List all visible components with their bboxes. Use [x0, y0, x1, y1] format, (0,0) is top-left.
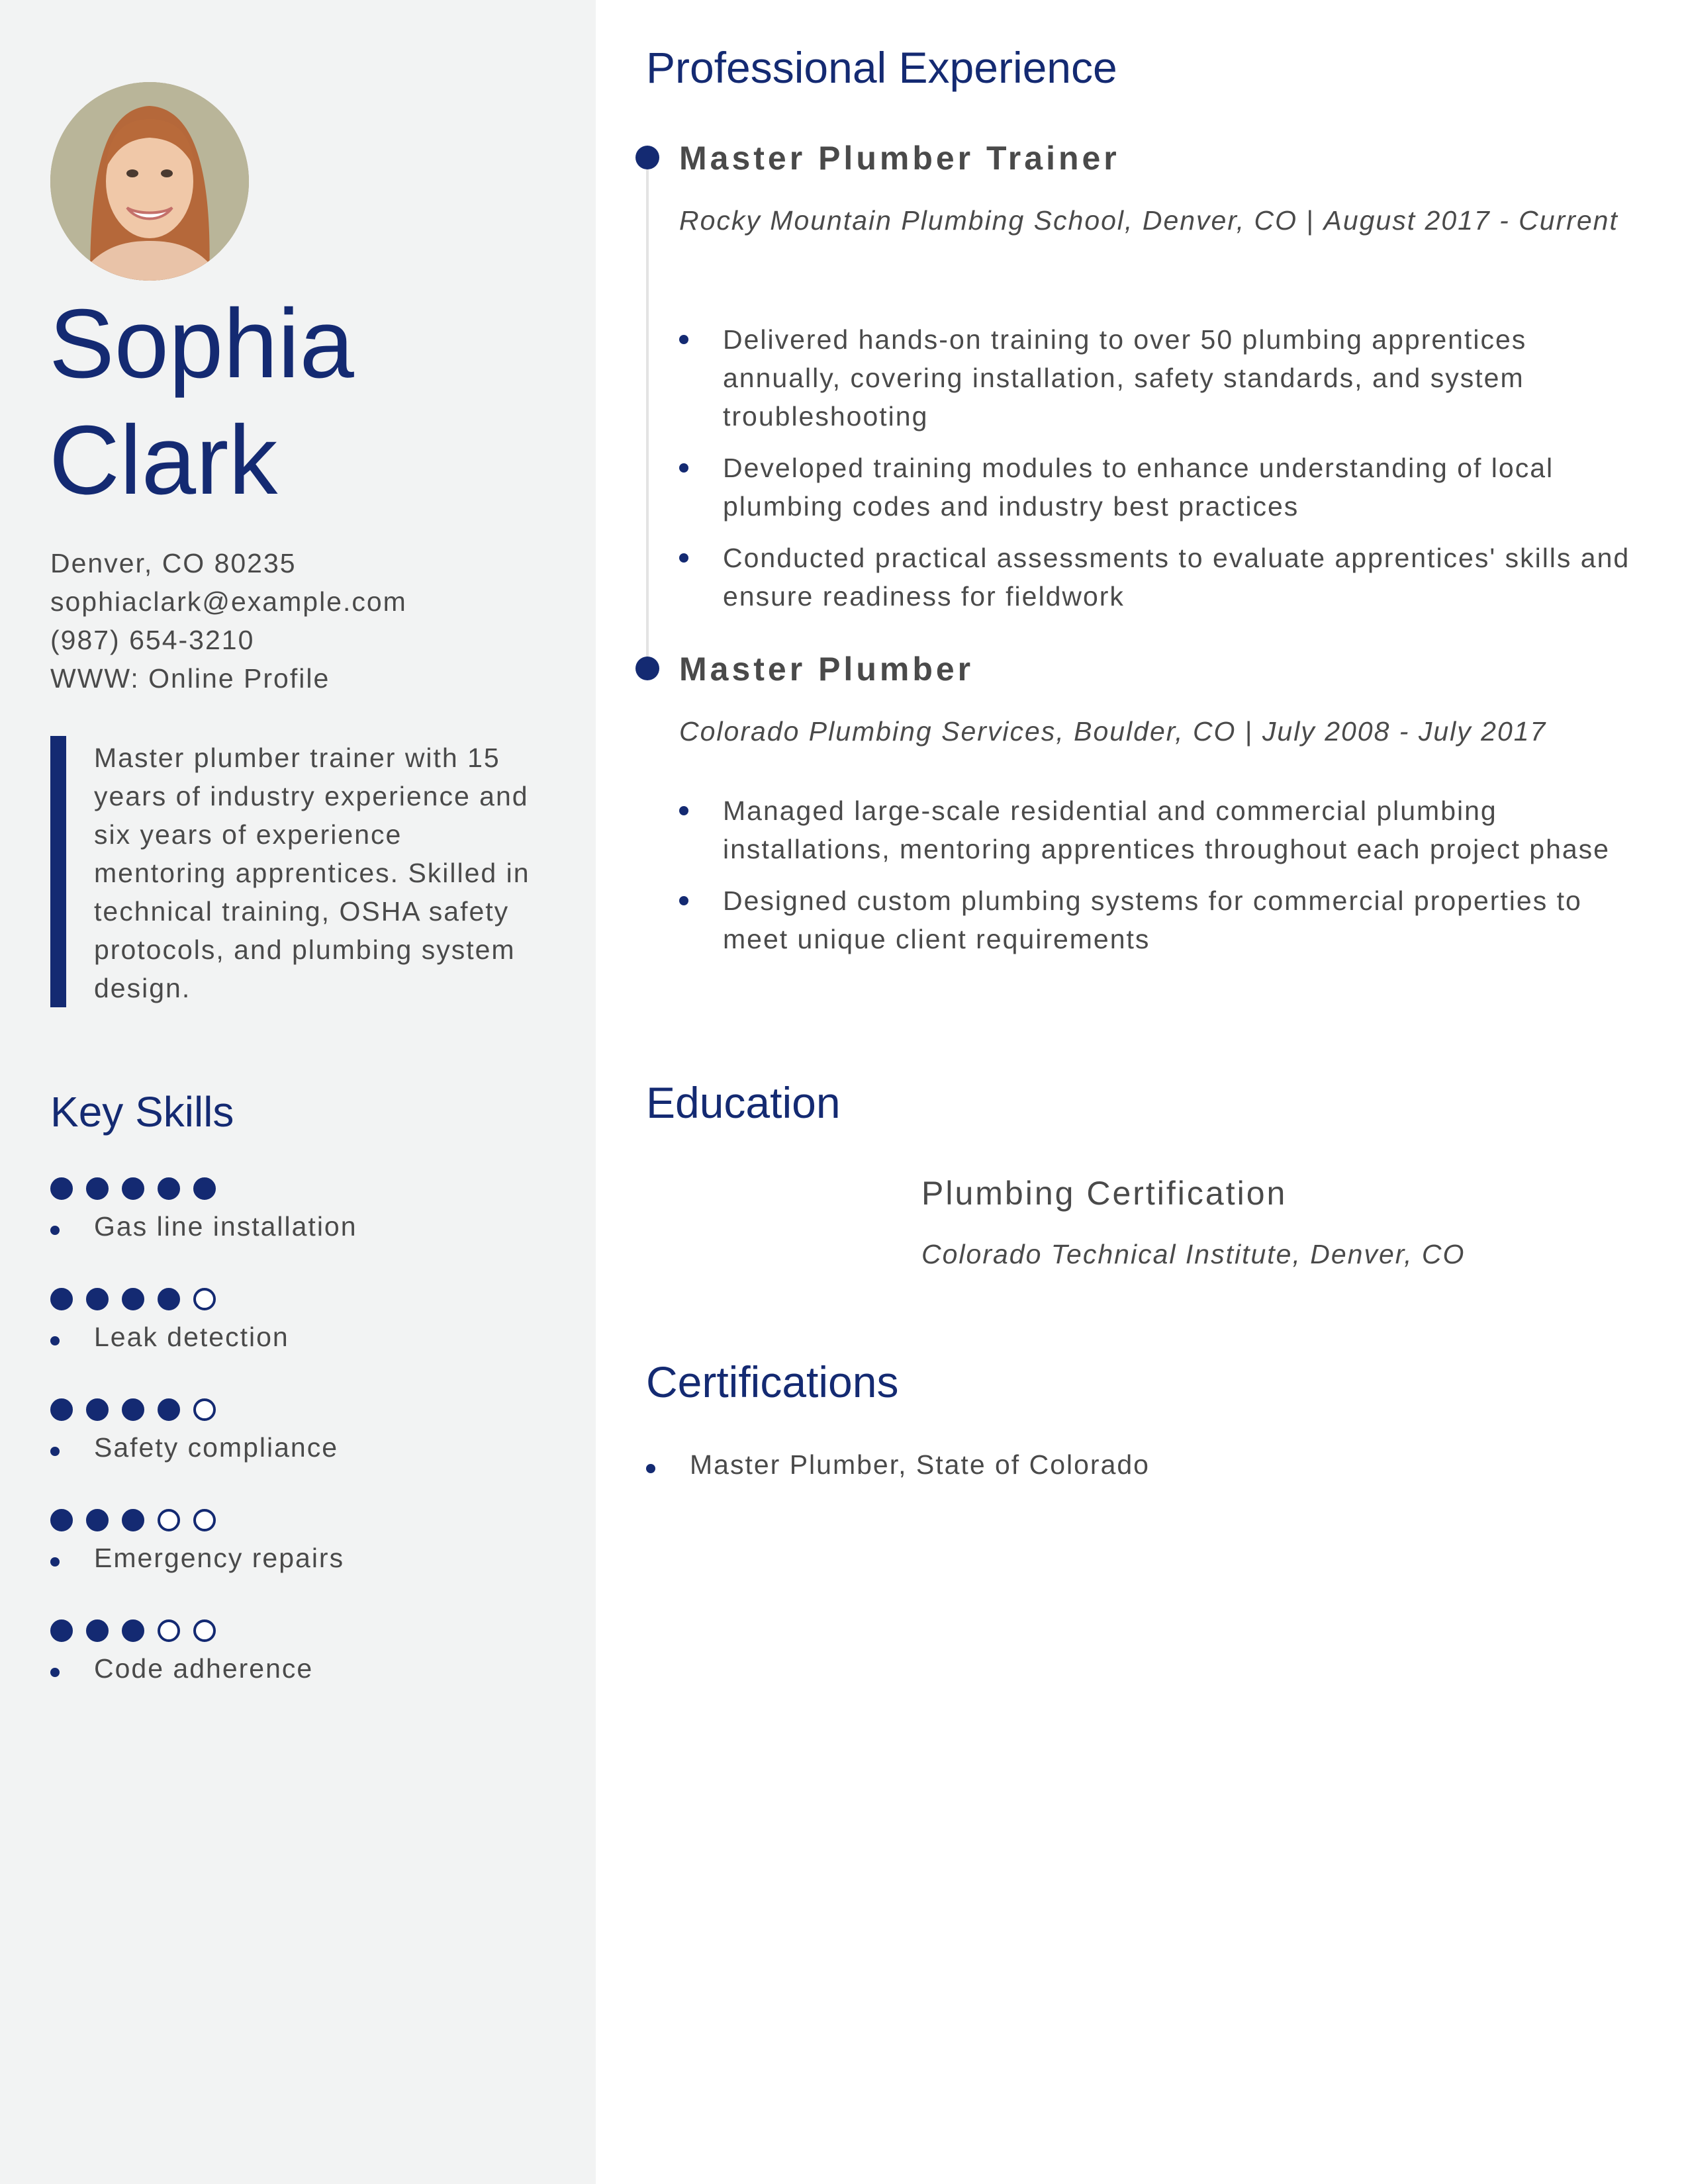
- list-item: [679, 792, 1639, 868]
- job-meta: Colorado Plumbing Services, Boulder, CO | July 2008 - July 2017: [679, 716, 1547, 747]
- skill-label: Safety compliance: [94, 1432, 339, 1463]
- rating-dot-filled-icon: [86, 1177, 109, 1200]
- bullet-icon: [679, 335, 688, 344]
- skills-heading: Key Skills: [50, 1088, 234, 1136]
- skill-rating: [50, 1617, 567, 1644]
- rating-dot-filled-icon: [86, 1398, 109, 1421]
- list-item: [679, 320, 1639, 435]
- contact-info: [50, 544, 567, 698]
- job-dates: July 2008 - July 2017: [1262, 716, 1547, 747]
- rating-dot-filled-icon: [122, 1509, 144, 1531]
- rating-dot-filled-icon: [50, 1509, 73, 1531]
- rating-dot-empty-icon: [158, 1509, 180, 1531]
- avatar: [50, 82, 249, 281]
- job-bullets: [679, 792, 1639, 972]
- job-bullets: [679, 320, 1639, 629]
- contact-phone[interactable]: (987) 654-3210: [50, 625, 255, 655]
- skill-label: Code adherence: [94, 1653, 314, 1684]
- rating-dot-filled-icon: [122, 1398, 144, 1421]
- bullet-icon: [646, 1464, 655, 1473]
- rating-dot-empty-icon: [193, 1398, 216, 1421]
- bullet-icon: [679, 463, 688, 473]
- skill-rating: [50, 1286, 567, 1312]
- bullet-icon: [50, 1226, 60, 1235]
- skill-rating: [50, 1396, 567, 1423]
- rating-dot-filled-icon: [158, 1177, 180, 1200]
- bullet-icon: [50, 1557, 60, 1567]
- certifications-heading: Certifications: [646, 1357, 899, 1406]
- job-location: Boulder, CO: [1074, 716, 1237, 747]
- skill-label: Leak detection: [94, 1322, 289, 1352]
- rating-dot-filled-icon: [50, 1398, 73, 1421]
- rating-dot-filled-icon: [86, 1619, 109, 1642]
- bullet-icon: [50, 1336, 60, 1345]
- list-item: [679, 449, 1639, 525]
- contact-website[interactable]: WWW: Online Profile: [50, 663, 330, 694]
- bullet-text: Delivered hands-on training to over 50 plumbing apprentices annually, covering installation, safety standards, and system troubleshooting: [723, 324, 1527, 432]
- skill-item: [50, 1175, 567, 1286]
- rating-dot-filled-icon: [86, 1288, 109, 1310]
- skill-label: Emergency repairs: [94, 1543, 345, 1573]
- contact-email[interactable]: sophiaclark@example.com: [50, 586, 407, 617]
- education-degree: Plumbing Certification: [921, 1175, 1288, 1212]
- bullet-icon: [50, 1447, 60, 1456]
- rating-dot-filled-icon: [193, 1177, 216, 1200]
- job-company: Rocky Mountain Plumbing School: [679, 205, 1125, 236]
- job-location: Denver, CO: [1142, 205, 1298, 236]
- rating-dot-filled-icon: [122, 1177, 144, 1200]
- rating-dot-filled-icon: [50, 1619, 73, 1642]
- bullet-icon: [679, 896, 688, 905]
- job-title: Master Plumber: [679, 651, 974, 688]
- timeline-dot-icon: [635, 657, 659, 680]
- last-name: Clark: [49, 406, 278, 515]
- rating-dot-filled-icon: [86, 1509, 109, 1531]
- avatar-photo: [50, 82, 249, 281]
- skill-rating: [50, 1507, 567, 1533]
- list-item: [646, 1449, 1573, 1489]
- skill-item: [50, 1286, 567, 1396]
- skill-rating: [50, 1175, 567, 1202]
- experience-heading: Professional Experience: [646, 43, 1117, 92]
- skill-item: [50, 1396, 567, 1507]
- candidate-name: [49, 286, 354, 519]
- rating-dot-empty-icon: [193, 1288, 216, 1310]
- rating-dot-filled-icon: [122, 1288, 144, 1310]
- contact-address: Denver, CO 80235: [50, 548, 297, 578]
- rating-dot-empty-icon: [193, 1619, 216, 1642]
- skill-item: [50, 1507, 567, 1617]
- skills-list: [50, 1175, 567, 1728]
- bullet-icon: [679, 806, 688, 815]
- list-item: [679, 882, 1639, 958]
- bullet-text: Conducted practical assessments to evaluate apprentices' skills and ensure readiness for fieldwork: [723, 543, 1630, 612]
- bullet-text: Managed large-scale residential and commercial plumbing installations, mentoring apprentices throughout each project phase: [723, 796, 1610, 864]
- job-meta: Rocky Mountain Plumbing School, Denver, CO | August 2017 - Current: [679, 205, 1618, 236]
- education-heading: Education: [646, 1078, 841, 1127]
- rating-dot-filled-icon: [158, 1398, 180, 1421]
- rating-dot-filled-icon: [122, 1619, 144, 1642]
- skill-label: Gas line installation: [94, 1211, 357, 1242]
- bullet-icon: [50, 1668, 60, 1677]
- education-school: Colorado Technical Institute, Denver, CO: [921, 1239, 1466, 1269]
- rating-dot-empty-icon: [193, 1509, 216, 1531]
- bullet-icon: [679, 553, 688, 563]
- certification-label: Master Plumber, State of Colorado: [690, 1449, 1150, 1480]
- timeline-dot-icon: [635, 146, 659, 169]
- list-item: [679, 539, 1639, 615]
- rating-dot-empty-icon: [158, 1619, 180, 1642]
- bullet-text: Designed custom plumbing systems for commercial properties to meet unique client requirements: [723, 886, 1582, 954]
- job-title: Master Plumber Trainer: [679, 140, 1120, 177]
- skill-item: [50, 1617, 567, 1728]
- rating-dot-filled-icon: [50, 1177, 73, 1200]
- rating-dot-filled-icon: [50, 1288, 73, 1310]
- profile-summary: Master plumber trainer with 15 years of industry experience and six years of experience mentoring apprentices. Skilled in technical training, OSHA safety protocols, and plumbing system design.: [50, 736, 540, 1007]
- job-dates: August 2017 - Current: [1323, 205, 1618, 236]
- bullet-text: Developed training modules to enhance understanding of local plumbing codes and industry best practices: [723, 453, 1554, 522]
- timeline-line: [646, 158, 649, 667]
- job-company: Colorado Plumbing Services: [679, 716, 1056, 747]
- first-name: Sophia: [49, 289, 354, 398]
- rating-dot-filled-icon: [158, 1288, 180, 1310]
